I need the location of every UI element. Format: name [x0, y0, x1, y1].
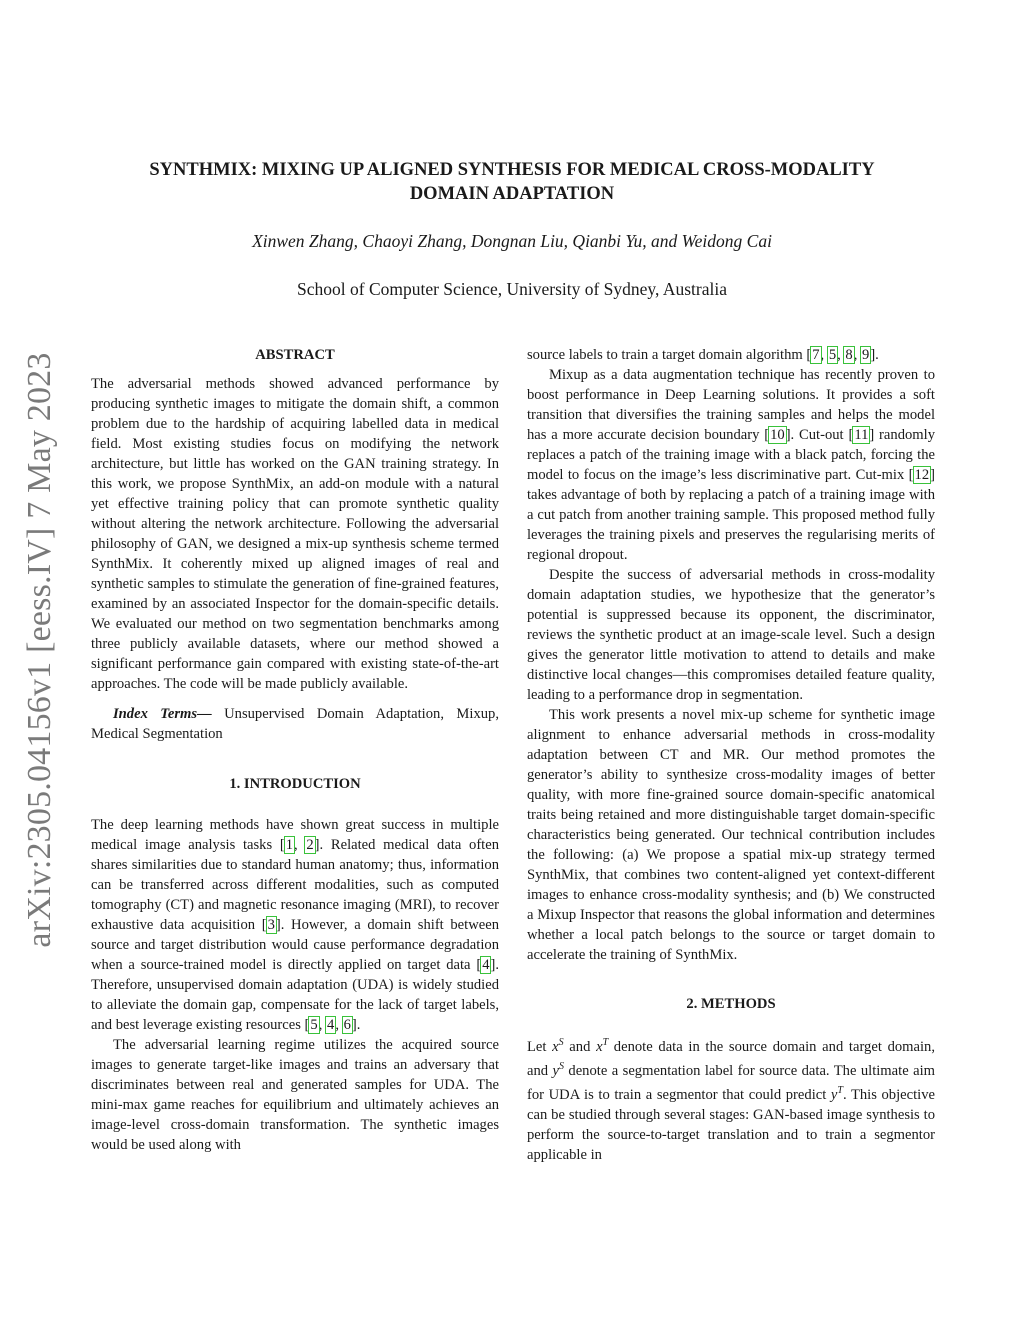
index-terms-label: Index Terms— — [113, 706, 212, 722]
citation-link[interactable]: 11 — [854, 427, 869, 443]
author-list: Xinwen Zhang, Chaoyi Zhang, Dongnan Liu, Qianbi Yu, and Weidong Cai — [252, 231, 772, 251]
right-column — [527, 345, 935, 1165]
methods-heading: 2. METHODS — [686, 996, 776, 1012]
citation-link[interactable]: 7 — [812, 347, 820, 363]
citation-link[interactable]: 1 — [285, 837, 293, 853]
intro-paragraph-2: The adversarial learning regime utilizes the acquired source images to generate target-like images and trains an adversary that discriminates between real and generated samples for UDA. The mini-max game reaches for equilibrium and ultimately achieves an image-level cross-domain transformation. The synthetic images would be used along with — [91, 1037, 499, 1153]
citation-link[interactable]: 3 — [267, 917, 275, 933]
citation-link[interactable]: 4 — [482, 957, 490, 973]
arxiv-identifier: arXiv:2305.04156v1 [eess.IV] 7 May 2023 — [21, 351, 58, 948]
intro-paragraph-1: The deep learning methods have shown great success in multiple medical image analysis tasks [1, 2]. Related medical data often shares similarities due to standard human anatomy; thus, information can be transferred across different modalities, such as computed tomography (CT) and magnetic resonance imaging (MRI), to recover exhaustive data acquisition [3]. However, a domain shift between source and target distribution would cause performance degradation when a source-trained model is directly applied on target data [4]. Therefore, unsupervised domain adaptation (UDA) is widely studied to alleviate the domain gap, compensate for the lack of target labels, and best leverage existing resources [5, 4, 6]. — [91, 817, 500, 1033]
intro-paragraph-5: This work presents a novel mix-up scheme for synthetic image alignment to enhance adversarial methods in cross-modality adaptation between CT and MR. Our method promotes the generator’s ability to synthesize cross-modality images of better quality, with more fine-grained source domain-specific anatomical traits being retained and more distinguishable target domain-specific characteristics being generated. Our technical contribution includes the following: (a) We propose a spatial mix-up strategy termed SynthMix, that combines two content-aligned yet context-different images to enhance cross-modality synthesis; and (b) We constructed a Mixup Inspector that reasons the global information and determines whether a local patch belongs to the source or target domain to accelerate the training of SynthMix. — [527, 707, 935, 963]
citation-link[interactable]: 10 — [770, 427, 785, 443]
citation-link[interactable]: 2 — [306, 837, 314, 853]
abstract-heading: ABSTRACT — [255, 347, 335, 363]
paper-title — [100, 158, 924, 206]
citation-link[interactable]: 12 — [914, 467, 930, 483]
intro-paragraph-4: Despite the success of adversarial methods in cross-modality domain adaptation studies, we hypothesize that the generator’s potential is suppressed because its opponent, the discriminator, reviews the synthetic product at an image-scale level. Such a design gives the generator little motivation to attend to details and make distinctive local changes—this compromises detailed feature quality, leading to a performance drop in segmentation. — [527, 567, 935, 703]
methods-paragraph-1: Let $x^S$ and $x^T$ denote data in the source domain and target domain, and $y^S$ denote a segmentation label for source data. The ultimate aim for UDA is to train a segmentor that could predict $y^T$. This objective can be studied through several stages: GAN-based image synthesis to perform the source-to-target translation and to train a segmentor applicable in — [527, 1037, 935, 1163]
title-line-2: DOMAIN ADAPTATION — [409, 184, 615, 204]
left-column — [91, 345, 499, 1155]
citation-link[interactable]: 4 — [327, 1017, 335, 1033]
intro-paragraph-2-continued: source labels to train a target domain algorithm [7, 5, 8, 9]. — [527, 347, 879, 363]
intro-paragraph-3: Mixup as a data augmentation technique has recently proven to boost performance in Deep Learning solutions. It provides a soft transition that diversifies the training samples and helps the model has a more accurate decision boundary [10]. Cut-out [11] randomly replaces a patch of the training image with a black patch, forcing the model to focus on the image’s less discriminative part. Cut-mix [12] takes advantage of both by replacing a patch of a training image with a cut patch from another training sample. This proposed method fully leverages the training pixels and preserves the regularising merits of regional dropout. — [527, 367, 935, 563]
citation-link[interactable]: 5 — [310, 1017, 318, 1033]
citation-link[interactable]: 8 — [845, 347, 853, 363]
abstract-text: The adversarial methods showed advanced performance by producing synthetic images to mitigate the domain shift, a common problem due to the hardship of acquiring labelled data in medical field. Most existing studies focus on modifying the network architecture, but little has worked on the GAN training strategy. In this work, we propose SynthMix, an add-on module with a natural yet effective training policy that can promote synthetic quality without altering the network architecture. Following the adversarial philosophy of GAN, we designed a mix-up synthesis scheme termed SynthMix. It coherently mixed up aligned images of real and synthetic samples to stimulate the generation of fine-grained features, examined by an associated Inspector for the domain-specific details. We evaluated our method on two segmentation benchmarks among three publicly available datasets, where our method showed a significant performance gain compared with existing state-of-the-art approaches. The code will be made publicly available. — [91, 376, 499, 692]
citation-link[interactable]: 5 — [828, 347, 837, 363]
index-terms — [91, 704, 499, 744]
citation-link[interactable]: 6 — [343, 1017, 351, 1033]
introduction-heading: 1. INTRODUCTION — [229, 776, 361, 792]
citation-link[interactable]: 9 — [862, 347, 870, 363]
index-terms-text: Unsupervised Domain Adaptation, Mixup, Medical Segmentation — [91, 706, 499, 742]
title-line-1: SYNTHMIX: MIXING UP ALIGNED SYNTHESIS FOR MEDICAL CROSS-MODALITY — [149, 160, 875, 180]
affiliation: School of Computer Science, University of Sydney, Australia — [297, 279, 727, 299]
